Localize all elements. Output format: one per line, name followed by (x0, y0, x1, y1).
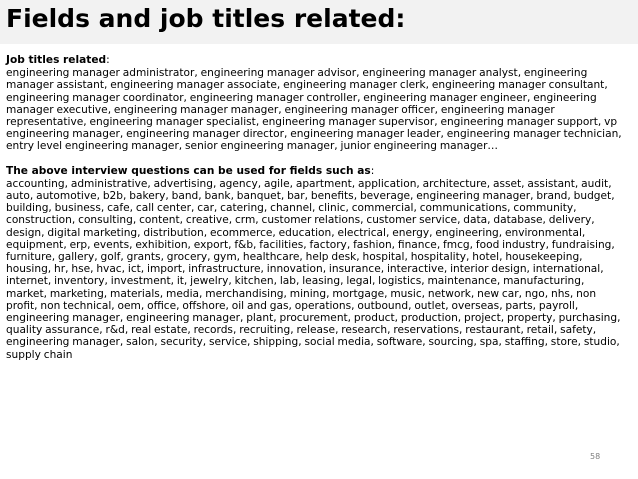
fields-line: profit, non technical, oem, office, offshore, oil and gas, operations, outbound, outlet, overseas, parts, payroll, (6, 299, 579, 312)
fields-line: building, business, cafe, call center, car, catering, channel, clinic, commercial, communications, community, (6, 202, 577, 215)
fields-line: accounting, administrative, advertising, agency, agile, apartment, application, architecture, asset, assistant, audit, (6, 177, 612, 190)
job-titles-line: engineering manager administrator, engineering manager advisor, engineering manager analyst, engineering (6, 67, 588, 80)
fields-line: equipment, erp, events, exhibition, export, f&b, facilities, factory, fashion, finance, fmcg, food industry, fundraising, (6, 238, 615, 251)
fields-line: engineering manager, engineering manager, plant, procurement, product, production, project, property, purchasing, (6, 312, 621, 325)
section-spacer (6, 153, 634, 165)
fields-line: quality assurance, r&d, real estate, records, recruiting, release, research, reservations, restaurant, retail, safety, (6, 324, 597, 337)
job-titles-section (6, 54, 634, 153)
title-bar (0, 0, 638, 44)
fields-line: market, marketing, materials, media, merchandising, mining, mortgage, music, network, new car, ngo, nhs, non (6, 287, 597, 300)
fields-line: supply chain (6, 348, 73, 361)
job-titles-line: entry level engineering manager, senior engineering manager, junior engineering manager… (6, 140, 499, 153)
job-titles-heading (6, 54, 634, 66)
job-titles-line: manager assistant, engineering manager associate, engineering manager clerk, engineering manager consultant, (6, 79, 608, 92)
fields-line: construction, consulting, content, creative, crm, customer relations, customer service, data, database, delivery, (6, 214, 595, 227)
job-titles-heading-text: Job titles related (6, 54, 107, 66)
fields-line: design, digital marketing, distribution, ecommerce, education, electrical, energy, engineering, environmental, (6, 226, 586, 239)
job-titles-line: engineering manager coordinator, engineering manager controller, engineering manager engineer, engineering (6, 91, 597, 104)
fields-heading-colon: : (370, 164, 375, 177)
job-titles-line: engineering manager, engineering manager director, engineering manager leader, engineering manager technician, (6, 128, 622, 141)
job-titles-line: manager executive, engineering manager manager, engineering manager officer, engineering manager (6, 103, 555, 116)
page-number: 58 (590, 452, 601, 461)
fields-line: internet, inventory, investment, it, jewelry, kitchen, lab, leasing, legal, logistics, maintenance, manufacturing, (6, 275, 585, 288)
slide-content (6, 54, 634, 361)
fields-list (6, 178, 634, 361)
job-titles-line: representative, engineering manager specialist, engineering manager supervisor, engineering manager support, vp (6, 116, 618, 129)
slide-title: Fields and job titles related: (6, 4, 406, 33)
fields-heading-text: The above interview questions can be used for fields such as (6, 164, 371, 177)
fields-section (6, 165, 634, 361)
fields-line: housing, hr, hse, hvac, ict, import, infrastructure, innovation, insurance, interactive, interior design, international, (6, 263, 604, 276)
fields-line: auto, automotive, b2b, bakery, band, bank, banquet, bar, benefits, beverage, engineering manager, brand, budget, (6, 190, 615, 203)
fields-line: engineering manager, salon, security, service, shipping, social media, software, sourcing, spa, staffing, store, studio, (6, 336, 620, 349)
job-titles-heading-colon: : (106, 54, 110, 66)
fields-heading (6, 165, 634, 177)
fields-line: furniture, gallery, golf, grants, grocery, gym, healthcare, help desk, hospital, hospitality, hotel, housekeeping, (6, 251, 583, 264)
job-titles-list (6, 67, 634, 152)
